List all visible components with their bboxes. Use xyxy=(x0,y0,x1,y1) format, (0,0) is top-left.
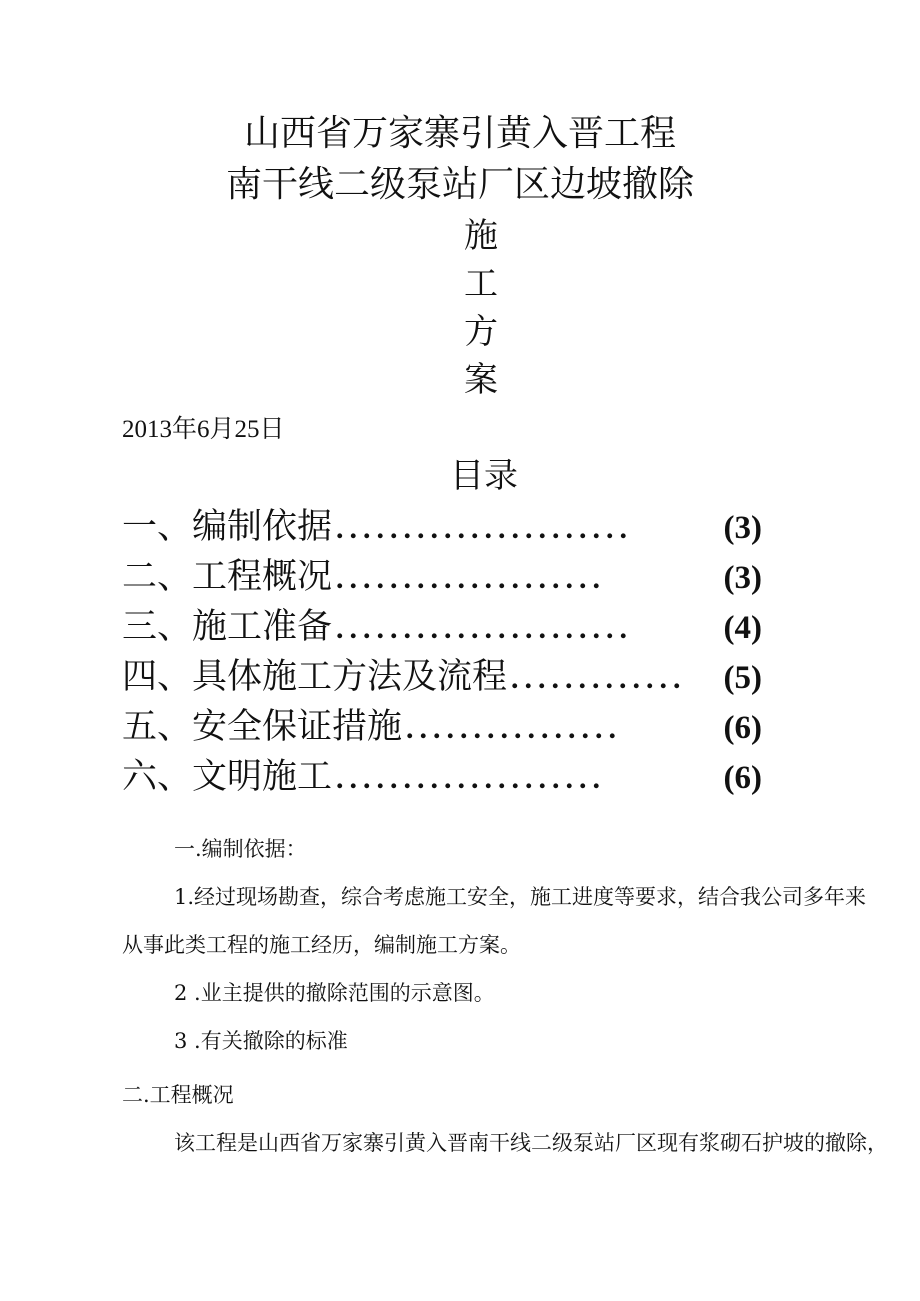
toc-item-leader: .................... xyxy=(336,562,607,595)
toc-item-label: 四、具体施工方法及流程 xyxy=(122,657,508,697)
cover-title-char-4: 案 xyxy=(464,360,498,400)
section-2-heading: 二.工程概况 xyxy=(122,1083,234,1107)
cover-title-char-3: 方 xyxy=(464,312,498,352)
section-2-paragraph-line-1: 该工程是山西省万家寨引黄入晋南干线二级泵站厂区现有浆砌石护坡的撤除， xyxy=(174,1131,888,1155)
toc-item[interactable] xyxy=(122,702,762,752)
table-of-contents xyxy=(122,502,762,802)
cover-title-char-2: 工 xyxy=(464,264,498,304)
cover-title-char-1: 施 xyxy=(464,216,498,256)
toc-item-leader: .................... xyxy=(336,762,607,795)
toc-item-leader: ...................... xyxy=(336,612,634,645)
toc-item-label: 六、文明施工 xyxy=(122,757,333,797)
toc-item-label: 二、工程概况 xyxy=(122,557,333,597)
toc-item-label: 一、编制依据 xyxy=(122,507,333,547)
toc-item[interactable] xyxy=(122,502,762,552)
toc-item-label: 五、安全保证措施 xyxy=(122,707,403,747)
section-1-item-1-line-1: 1.经过现场勘查，综合考虑施工安全，施工进度等要求，结合我公司多年来 xyxy=(174,885,867,909)
section-1-item-2: 2 .业主提供的撤除范围的示意图。 xyxy=(174,981,495,1005)
toc-item-page: (4) xyxy=(723,610,762,646)
toc-item[interactable] xyxy=(122,602,762,652)
cover-title-line-2: 南干线二级泵站厂区边坡撤除 xyxy=(225,164,694,205)
toc-item[interactable] xyxy=(122,752,762,802)
toc-item-page: (3) xyxy=(723,510,762,546)
toc-item-leader: ...................... xyxy=(336,512,634,545)
cover-date: 2013年6月25日 xyxy=(122,416,285,443)
toc-item-label: 三、施工准备 xyxy=(122,607,333,647)
section-1-item-3: 3 .有关撤除的标准 xyxy=(174,1029,348,1053)
section-1-heading: 一.编制依据： xyxy=(174,837,307,861)
cover-title-line-1: 山西省万家寨引黄入晋工程 xyxy=(243,113,676,154)
toc-item-leader: ................ xyxy=(406,712,623,745)
toc-item-page: (6) xyxy=(723,760,762,796)
toc-item-leader: ............. xyxy=(511,662,687,695)
toc-item[interactable] xyxy=(122,652,762,702)
section-1-item-1-line-2: 从事此类工程的施工经历，编制施工方案。 xyxy=(122,933,521,957)
toc-heading: 目录 xyxy=(450,456,518,496)
toc-item-page: (5) xyxy=(723,660,762,696)
toc-item[interactable] xyxy=(122,552,762,602)
toc-item-page: (6) xyxy=(723,710,762,746)
toc-item-page: (3) xyxy=(723,560,762,596)
